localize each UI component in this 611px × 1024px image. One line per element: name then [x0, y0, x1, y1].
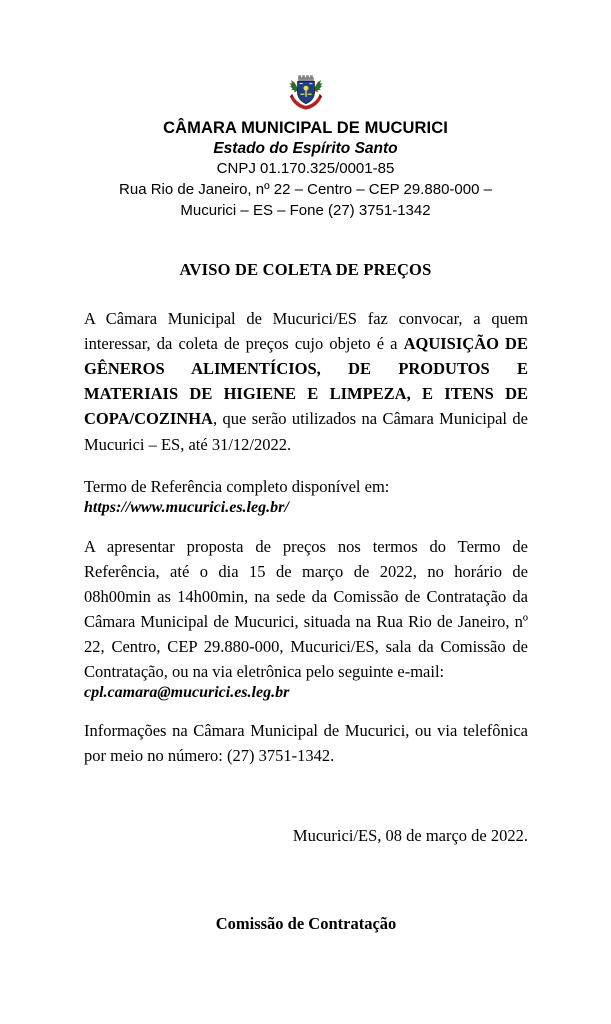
paragraph-reference-term [84, 474, 528, 499]
municipal-coat-of-arms-icon [289, 72, 323, 112]
letterhead [0, 0, 611, 221]
organization-address-line-1: Rua Rio de Janeiro, nº 22 – Centro – CEP 29.880-000 – [119, 181, 492, 199]
place-and-date: Mucurici/ES, 08 de março de 2022. [292, 826, 528, 846]
paragraph-object-tail: , que serão utilizados na Câmara Municipal de Mucurici – ES, até 31/12/2022. [84, 409, 528, 454]
information-text: Informações na Câmara Municipal de Mucurici, ou via telefônica por meio no número: (27) 3751-1342. [84, 721, 528, 766]
submission-text: A apresentar proposta de preços nos termos do Termo de Referência, até o dia 15 de março de 2022, no horário de 08h00min as 14h00min, na sede da Comissão de Contratação da Câmara Municipal de Mucurici, situada na Rua Rio de Janeiro, nº 22, Centro, CEP 29.880-000, Mucurici/ES, sala da Comissão de Contratação, ou na via eletrônica pelo seguinte e-mail: [84, 536, 528, 682]
mural-crown-icon [298, 75, 314, 81]
document-title: AVISO DE COLETA DE PREÇOS [179, 260, 432, 280]
reference-term-url[interactable]: https://www.mucurici.es.leg.br/ [84, 498, 289, 516]
organization-address-line-2: Mucurici – ES – Fone (27) 3751-1342 [180, 201, 431, 219]
reference-term-text: Termo de Referência completo disponível em: [84, 476, 390, 496]
signature-block: Comissão de Contratação [215, 914, 397, 934]
paragraph-object [84, 306, 528, 456]
procurement-object: AQUISIÇÃO DE GÊNEROS ALIMENTÍCIOS, DE PRODUTOS E MATERIAIS DE HIGIENE E LIMPEZA, E ITENS DE COPA/COZINHA [84, 334, 528, 429]
organization-state: Estado do Espírito Santo [213, 140, 398, 158]
organization-name: CÂMARA MUNICIPAL DE MUCURICI [163, 119, 448, 137]
paragraph-submission [84, 534, 528, 684]
organization-cnpj: CNPJ 01.170.325/0001-85 [216, 159, 395, 177]
document-body [0, 280, 611, 937]
organization-address [0, 180, 611, 221]
contact-email[interactable]: cpl.camara@mucurici.es.leg.br [84, 684, 290, 702]
paragraph-object-lead: A Câmara Municipal de Mucurici/ES faz convocar, a quem interessar, da coleta de preços cujo objeto é a [84, 309, 528, 354]
paragraph-information [84, 718, 528, 768]
